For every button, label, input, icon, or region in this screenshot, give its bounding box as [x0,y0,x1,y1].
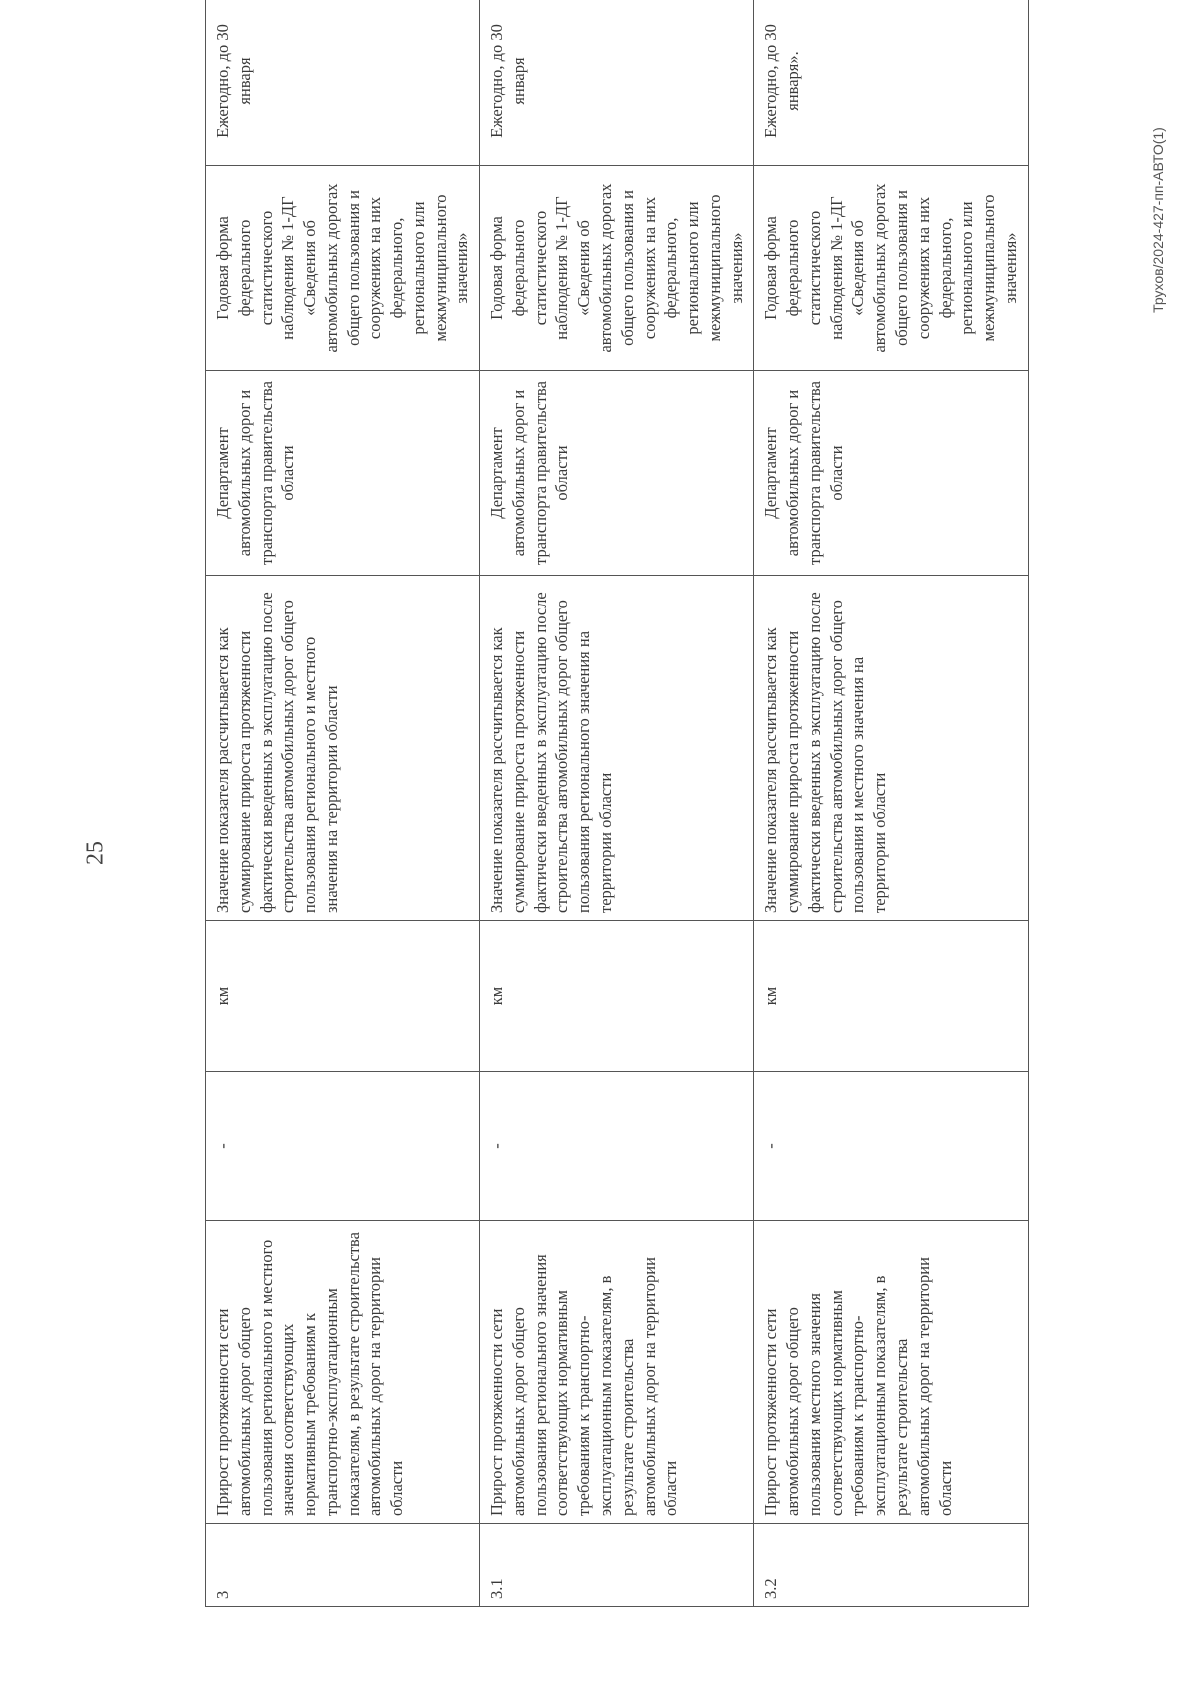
row-number-cell [206,1524,480,1607]
indicator-name-cell [480,1221,754,1524]
data-source: Годовая форма федерального статистического наблюдения № 1-ДГ «Сведения об автомобильных дорогах общего пользования и сооружениях на них федерального, регионального или межмуниципального значения» [761,183,1020,353]
responsible-cell [480,371,754,576]
unit: км [213,986,232,1006]
base-value: - [487,1143,507,1149]
responsible-cell [206,371,480,576]
table-row [480,0,754,1607]
base-value: - [213,1143,232,1149]
calculation-method-cell [206,576,480,921]
indicator-name-cell [754,1221,1028,1524]
data-source: Годовая форма федерального статистического наблюдения № 1-ДГ «Сведения об автомобильных дорогах общего пользования и сооружениях на них федерального, регионального или межмуниципального значения» [487,183,746,353]
data-source-cell [480,166,754,371]
table-row [206,0,480,1607]
calculation-method-cell [480,576,754,921]
unit-cell [754,921,1028,1072]
responsible-body: Департамент автомобильных дорог и транспорта правительства области [761,381,846,565]
table-row [754,0,1028,1607]
calculation-method-cell [754,576,1028,921]
indicator-table [205,0,1029,1607]
base-value-cell [754,1072,1028,1221]
reporting-period: Ежегодно, до 30 января [213,24,254,138]
data-source-cell [206,166,480,371]
table-container [205,24,1020,1607]
responsible-body: Департамент автомобильных дорог и транспорта правительства области [487,381,572,565]
indicator-name-cell [206,1221,480,1524]
period-cell [754,0,1028,166]
indicator-name: Прирост протяженности сети автомобильных дорог общего пользования местного значения соответствующих нормативным требованиям к транспортно-эксплуатационным показателям, в результате строительства автомобильных дорог на территории области [761,1257,955,1516]
calculation-method: Значение показателя рассчитывается как суммирование прироста протяженности фактически введенных в эксплуатацию после строительства автомобильных дорог общего пользования и местного значения на территории области [761,592,890,913]
calculation-method: Значение показателя рассчитывается как суммирование прироста протяженности фактически введенных в эксплуатацию после строительства автомобильных дорог общего пользования регионального значения на территории области [487,592,616,913]
base-value-cell [206,1072,480,1221]
reporting-period: Ежегодно, до 30 января». [761,24,803,138]
data-source-cell [754,166,1028,371]
indicator-name: Прирост протяженности сети автомобильных дорог общего пользования регионального значения соответствующих нормативным требованиям к транспортно-эксплуатационным показателям, в результате строительства автомобильных дорог на территории области [487,1254,681,1516]
unit-cell [206,921,480,1072]
responsible-body: Департамент автомобильных дорог и транспорта правительства области [213,381,298,565]
row-number-cell [480,1524,754,1607]
row-number: 3 [213,1590,232,1599]
row-number-cell [754,1524,1028,1607]
period-cell [480,0,754,166]
row-number: 3.1 [487,1578,507,1599]
unit: км [761,986,781,1006]
responsible-cell [754,371,1028,576]
page-number: 25 [82,841,109,865]
reporting-period: Ежегодно, до 30 января [487,24,528,138]
data-source: Годовая форма федерального статистического наблюдения № 1-ДГ «Сведения об автомобильных дорогах общего пользования и сооружениях на них федерального, регионального или межмуниципального значения» [213,183,472,353]
unit: км [487,986,507,1006]
document-code: Трухов/2024-427-пп-АВТО(1) [1150,127,1166,313]
indicator-name: Прирост протяженности сети автомобильных дорог общего пользования регионального и местного значения соответствующих нормативным требованиям к транспортно-эксплуатационным показателям, в результате строительства автомобильных дорог на территории области [213,1232,407,1516]
period-cell [206,0,480,166]
base-value-cell [480,1072,754,1221]
base-value: - [761,1143,781,1149]
unit-cell [480,921,754,1072]
row-number: 3.2 [761,1578,781,1599]
calculation-method: Значение показателя рассчитывается как суммирование прироста протяженности фактически введенных в эксплуатацию после строительства автомобильных дорог общего пользования регионального и местного значения на территории области [213,592,341,913]
